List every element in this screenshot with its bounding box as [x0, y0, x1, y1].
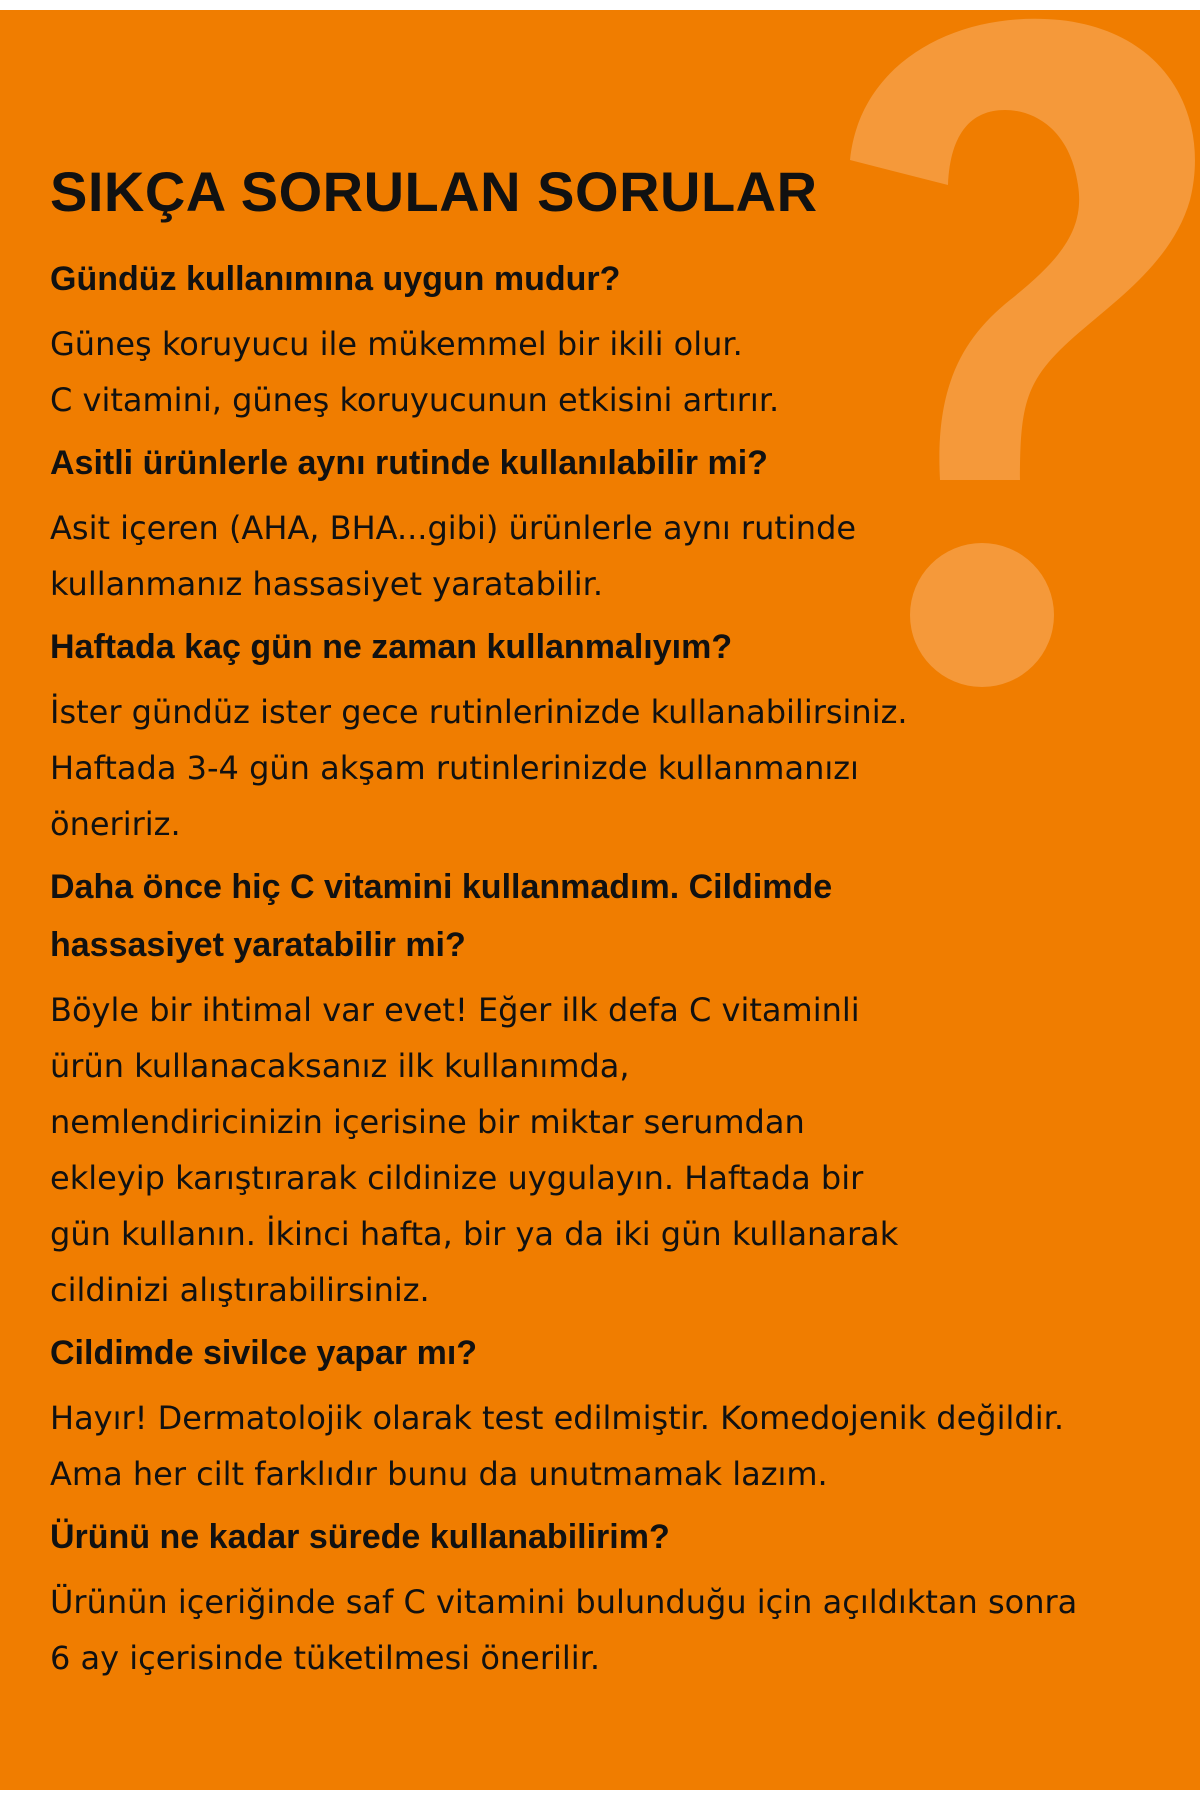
- faq-question-line: Ürünü ne kadar sürede kullanabilirim?: [50, 1518, 670, 1557]
- faq-question: [50, 618, 1170, 676]
- faq-answer-line: gün kullanın. İkinci hafta, bir ya da iki gün kullanarak: [50, 1215, 899, 1254]
- faq-answer: [50, 982, 1170, 1318]
- faq-question-line: Cildimde sivilce yapar mı?: [50, 1334, 478, 1373]
- faq-answer-line: 6 ay içerisinde tüketilmesi önerilir.: [50, 1639, 601, 1678]
- faq-answer-line: cildinizi alıştırabilirsiniz.: [50, 1271, 430, 1310]
- faq-answer-line: Böyle bir ihtimal var evet! Eğer ilk defa C vitaminli: [50, 991, 860, 1030]
- faq-answer-line: ekleyip karıştırarak cildinize uygulayın. Haftada bir: [50, 1159, 864, 1198]
- faq-question: [50, 1508, 1170, 1566]
- faq-question: [50, 858, 1170, 974]
- faq-answer-line: kullanmanız hassasiyet yaratabilir.: [50, 565, 604, 604]
- faq-question: [50, 434, 1170, 492]
- faq-answer-line: Ama her cilt farklıdır bunu da unutmamak lazım.: [50, 1455, 828, 1494]
- faq-answer-line: nemlendiricinizin içerisine bir miktar serumdan: [50, 1103, 805, 1142]
- faq-content: [50, 160, 1170, 1692]
- faq-answer-line: Asit içeren (AHA, BHA...gibi) ürünlerle aynı rutinde: [50, 509, 857, 548]
- faq-answer-line: Güneş koruyucu ile mükemmel bir ikili olur.: [50, 325, 743, 364]
- faq-answer-line: Haftada 3-4 gün akşam rutinlerinizde kullanmanızı: [50, 749, 859, 788]
- faq-question: [50, 250, 1170, 308]
- faq-answer: [50, 1574, 1170, 1686]
- faq-answer-line: İster gündüz ister gece rutinlerinizde kullanabilirsiniz.: [50, 693, 908, 732]
- faq-answer-line: Ürünün içeriğinde saf C vitamini bulunduğu için açıldıktan sonra: [50, 1583, 1078, 1622]
- faq-question-line: Asitli ürünlerle aynı rutinde kullanılabilir mi?: [50, 444, 768, 483]
- faq-answer-line: öneririz.: [50, 805, 181, 844]
- faq-question-line: hassasiyet yaratabilir mi?: [50, 926, 466, 965]
- faq-answer: [50, 1390, 1170, 1502]
- faq-question-line: Gündüz kullanımına uygun mudur?: [50, 260, 621, 299]
- faq-question: [50, 1324, 1170, 1382]
- faq-answer-line: ürün kullanacaksanız ilk kullanımda,: [50, 1047, 630, 1086]
- page-title: SIKÇA SORULAN SORULAR: [50, 160, 818, 223]
- faq-answer-line: Hayır! Dermatolojik olarak test edilmiştir. Komedojenik değildir.: [50, 1399, 1064, 1438]
- faq-answer-line: C vitamini, güneş koruyucunun etkisini artırır.: [50, 381, 780, 420]
- faq-question-line: Daha önce hiç C vitamini kullanmadım. Cildimde: [50, 868, 833, 907]
- faq-answer: [50, 684, 1170, 852]
- faq-question-line: Haftada kaç gün ne zaman kullanmalıyım?: [50, 628, 733, 667]
- faq-card: [0, 10, 1200, 1790]
- faq-answer: [50, 500, 1170, 612]
- faq-list: [50, 250, 1170, 1686]
- faq-answer: [50, 316, 1170, 428]
